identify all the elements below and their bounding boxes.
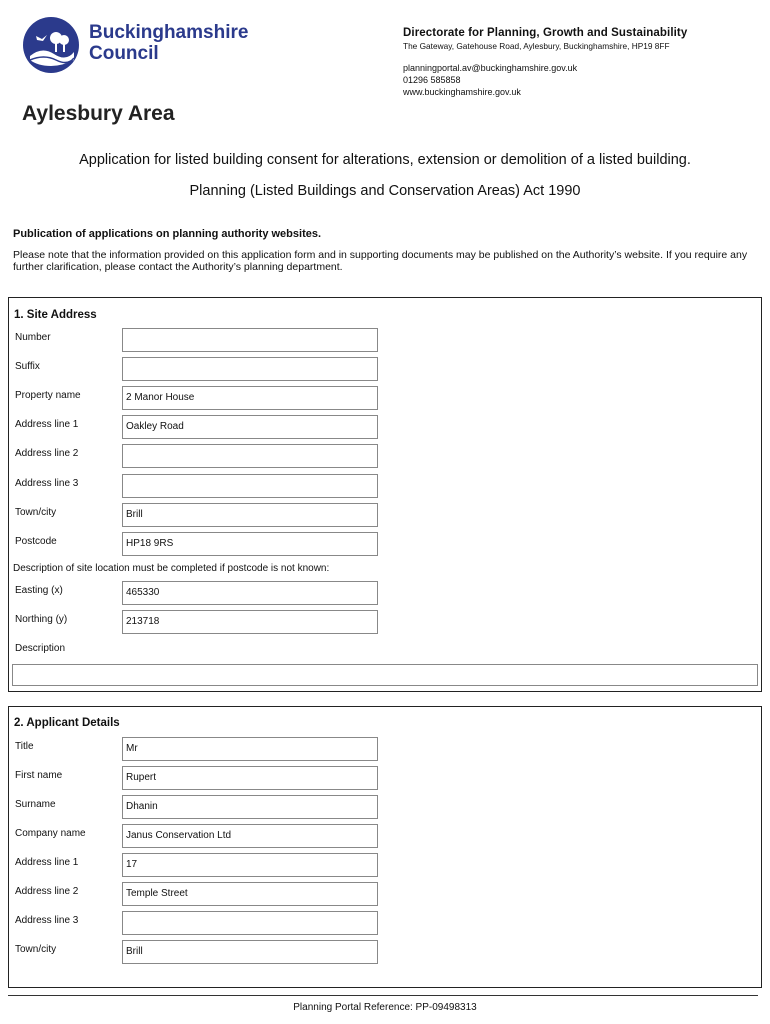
council-name-line2: Council xyxy=(89,43,159,64)
applicant-company-input[interactable]: Janus Conservation Ltd xyxy=(122,824,378,848)
applicant-surname-input[interactable]: Dhanin xyxy=(122,795,378,819)
applicant-first-name-input[interactable]: Rupert xyxy=(122,766,378,790)
contact-email[interactable]: planningportal.av@buckinghamshire.gov.uk xyxy=(403,63,578,73)
directorate-address: The Gateway, Gatehouse Road, Aylesbury, Buckinghamshire, HP19 8FF xyxy=(403,41,670,51)
field-label: Description xyxy=(15,643,66,654)
description-input[interactable] xyxy=(12,664,758,686)
council-logo xyxy=(22,16,80,74)
applicant-details-section xyxy=(8,706,762,988)
field-label: Town/city xyxy=(15,944,57,955)
field-label: Address line 2 xyxy=(15,448,79,459)
site-address-line2-input[interactable] xyxy=(122,444,378,468)
contact-website[interactable]: www.buckinghamshire.gov.uk xyxy=(403,87,521,97)
field-label: Address line 1 xyxy=(15,419,79,430)
field-label: Postcode xyxy=(15,536,57,547)
applicant-address-line1-input[interactable]: 17 xyxy=(122,853,378,877)
publication-heading: Publication of applications on planning authority websites. xyxy=(13,228,322,240)
form-act: Planning (Listed Buildings and Conservation Areas) Act 1990 xyxy=(189,183,581,199)
field-label: Address line 1 xyxy=(15,857,79,868)
field-label: Town/city xyxy=(15,507,57,518)
field-label: Address line 3 xyxy=(15,478,79,489)
site-number-input[interactable] xyxy=(122,328,378,352)
applicant-address-line3-input[interactable] xyxy=(122,911,378,935)
applicant-address-line2-input[interactable]: Temple Street xyxy=(122,882,378,906)
field-label: Surname xyxy=(15,799,56,810)
field-label: Address line 2 xyxy=(15,886,79,897)
contact-details xyxy=(403,62,577,98)
field-label: Property name xyxy=(15,390,81,401)
field-label: Easting (x) xyxy=(15,585,63,596)
directorate-title: Directorate for Planning, Growth and Sustainability xyxy=(403,27,688,39)
publication-text: Please note that the information provided on this application form and in supporting documents may be published on the Authority’s website. If you require any further clarification, please contact the Authority’s planning department. xyxy=(13,249,748,273)
field-label: Number xyxy=(15,332,51,343)
site-address-section xyxy=(8,297,762,692)
council-name-line1: Buckinghamshire xyxy=(89,22,249,43)
applicant-town-input[interactable]: Brill xyxy=(122,940,378,964)
section-heading: 1. Site Address xyxy=(14,309,97,321)
field-label: Suffix xyxy=(15,361,40,372)
field-label: Northing (y) xyxy=(15,614,68,625)
council-name xyxy=(89,22,248,64)
site-address-line3-input[interactable] xyxy=(122,474,378,498)
location-note: Description of site location must be completed if postcode is not known: xyxy=(13,563,330,574)
site-postcode-input[interactable]: HP18 9RS xyxy=(122,532,378,556)
footer-divider xyxy=(8,995,758,996)
contact-phone: 01296 585858 xyxy=(403,75,461,85)
field-label: Title xyxy=(15,741,34,752)
applicant-title-input[interactable]: Mr xyxy=(122,737,378,761)
site-address-line1-input[interactable]: Oakley Road xyxy=(122,415,378,439)
section-heading: 2. Applicant Details xyxy=(14,717,120,729)
site-property-name-input[interactable]: 2 Manor House xyxy=(122,386,378,410)
field-label: First name xyxy=(15,770,63,781)
field-label: Company name xyxy=(15,828,86,839)
site-suffix-input[interactable] xyxy=(122,357,378,381)
easting-input[interactable]: 465330 xyxy=(122,581,378,605)
portal-reference: Planning Portal Reference: PP-09498313 xyxy=(293,1002,477,1013)
northing-input[interactable]: 213718 xyxy=(122,610,378,634)
site-town-input[interactable]: Brill xyxy=(122,503,378,527)
area-heading: Aylesbury Area xyxy=(22,102,175,125)
form-title: Application for listed building consent for alterations, extension or demolition of a listed building. xyxy=(79,152,691,168)
field-label: Address line 3 xyxy=(15,915,79,926)
